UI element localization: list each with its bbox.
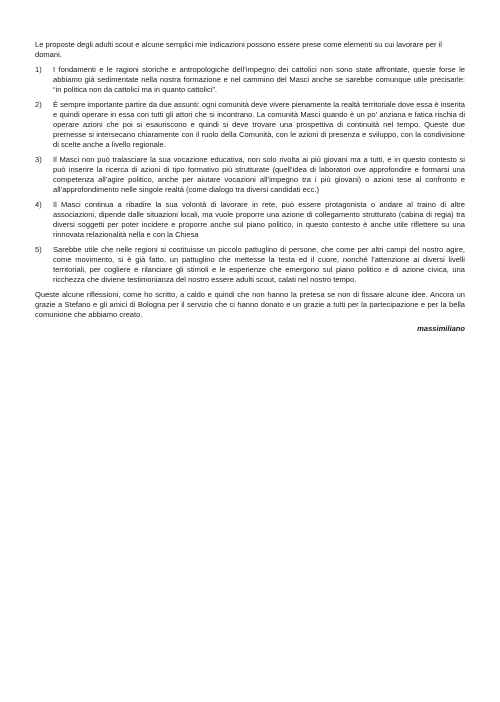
list-item [35, 100, 465, 150]
list-item [35, 155, 465, 195]
list-item-number: 2) [35, 100, 42, 109]
list-item-number: 5) [35, 245, 42, 254]
list-item-text: I fondamenti e le ragioni storiche e antropologiche dell’impegno dei cattolici non sono state affrontate, queste forse le abbiamo già sedimentate nella nostra formazione e nel cammino del Masci anche se sarebbe comunque utile precisarle: “in politica non da cattolici ma in quanto cattolici”. [53, 65, 465, 94]
list-item-number: 4) [35, 200, 42, 209]
signature: massimiliano [417, 324, 465, 333]
closing-paragraph: Queste alcune riflessioni, come ho scritto, a caldo e quindi che non hanno la pretesa se non di fissare alcune idee. Ancora un grazie a Stefano e gli amici di Bologna per il servizio che ci hanno donato e un grazie a tutti per la partecipazione e per la bella comunione che abbiamo creato. [35, 290, 465, 319]
list-item-text: Il Masci continua a ribadire la sua volontà di lavorare in rete, può essere protagonista o andare al traino di altre associazioni, dipende dalle situazioni locali, ma vuole proporre una azione di collegamento strutturato (cabina di regia) tra diversi soggetti per poter incidere e proporre anche sul piano politico, in questo contesto è anche utile riflettere su una rinnovata relazionalità nella e con la Chiesa [53, 200, 465, 239]
list-item-number: 3) [35, 155, 42, 164]
intro-paragraph: Le proposte degli adulti scout e alcune semplici mie indicazioni possono essere prese come elementi su cui lavorare per il domani. [35, 40, 442, 59]
list-item-text: Sarebbe utile che nelle regioni si costituisse un piccolo pattuglino di persone, che come per altri campi del nostro agire, come movimento, si è già fatto, un pattuglino che mettesse la testa ed il cuore, nonché l’attenzione ai diversi livelli territoriali, per cogliere e rilanciare gli stimoli e le esperienze che emergono sul piano politico e di azione civica, una ricchezza che diviene testimonianza del nostro essere adulti scout, calati nel nostro tempo. [53, 245, 465, 284]
points-list [35, 65, 465, 285]
list-item-number: 1) [35, 65, 42, 74]
list-item-text: Il Masci non può tralasciare la sua vocazione educativa, non solo rivolta ai più giovani ma a tutti, e in questo contesto si può inserire la ricerca di azioni di tipo formativo più strutturate (quell’idea di laboratori ove approfondire e formarsi una competenza all’agire politico, anche per aiutare vocazioni all’impegno tra i più giovani) o azioni tese al confronto e all’approfondimento nelle singole realtà (come dialogo tra diversi candidati ecc.) [53, 155, 465, 194]
list-item-text: È sempre importante partire da due assunti: ogni comunità deve vivere pienamente la realtà territoriale dove essa è inserita e quindi operare in essa con tutti gli attori che si incontrano. La comunità Masci quando è un po’ anziana e fatica rischia di operare azioni che poi si esauriscono e quindi si deve trovare una prospettiva di continuità nel tempo. Queste due premesse si intersecano chiaramente con il ruolo della Comunità, con le azioni di presenza e sviluppo, con la condivisione di scelte anche a livello regionale. [53, 100, 465, 149]
document-page [35, 40, 465, 334]
list-item [35, 65, 465, 95]
list-item [35, 245, 465, 285]
list-item [35, 200, 465, 240]
